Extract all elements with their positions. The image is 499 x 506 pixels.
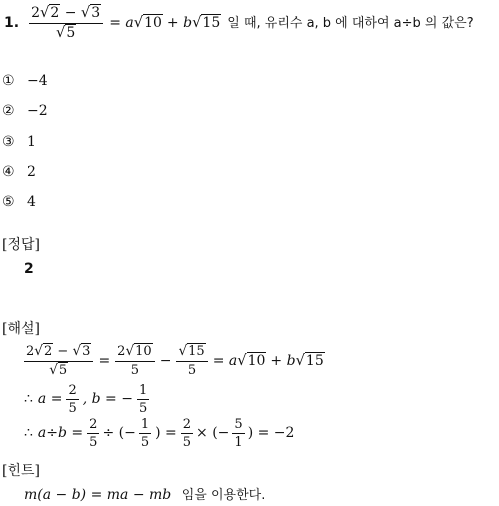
choice-1[interactable]: ① −4 <box>2 73 48 89</box>
hint-label: [힌트] <box>2 463 40 479</box>
exp2-frac-b: $\frac{1}{5}$ <box>138 382 148 416</box>
lhs-sqrt-b: √3 <box>80 3 101 21</box>
choice-5[interactable]: ⑤ 4 <box>2 194 36 210</box>
choice-2[interactable]: ② −2 <box>2 103 48 119</box>
plus-b: + b <box>166 15 193 31</box>
answer-label: [정답] <box>2 237 40 253</box>
exp1-frac-2: $\frac{2√10}{5}$ <box>115 345 155 377</box>
exp3-frac-4: $\frac{5}{1}$ <box>234 416 243 450</box>
choice-4-value: 2 <box>27 164 36 180</box>
hint-tail: 임을 이용한다. <box>181 488 266 503</box>
answer-value: 2 <box>24 261 34 277</box>
choice-3-value: 1 <box>27 134 36 150</box>
exp3-eq1: ) = <box>155 425 177 441</box>
hint-line <box>24 488 265 502</box>
exp3-frac-1: $\frac{2}{5}$ <box>89 416 98 450</box>
exp3-frac-3: $\frac{2}{5}$ <box>182 416 192 450</box>
eq-a: = a <box>109 15 134 31</box>
choice-2-value: −2 <box>27 103 48 119</box>
exp3-times: × (− <box>196 425 230 441</box>
hint-formula: m(a − b) = ma − mb <box>24 487 172 503</box>
question-number: 1. <box>4 15 20 31</box>
question-line <box>4 2 474 44</box>
rhs-sqrt-2: √15 <box>192 13 221 31</box>
explanation-line-2 <box>24 382 149 416</box>
lhs-minus: − <box>64 4 77 21</box>
explanation-line-3 <box>24 416 294 450</box>
exp3-therefore: ∴ <box>24 425 33 441</box>
exp2-frac-a: $\frac{2}{5}$ <box>68 382 77 416</box>
choice-4[interactable]: ④ 2 <box>2 164 36 180</box>
exp2-therefore: ∴ <box>24 391 33 407</box>
lhs-num-coef: 2 <box>31 4 40 21</box>
exp3-frac-2: $\frac{1}{5}$ <box>140 416 150 450</box>
exp3-eq2: ) = −2 <box>247 425 295 441</box>
exp1-eq2: = a <box>212 353 238 369</box>
explanation-line-1 <box>24 340 325 382</box>
exp1-minus: − <box>159 353 172 369</box>
choice-5-value: 4 <box>27 194 36 210</box>
choice-3[interactable]: ③ 1 <box>2 134 36 150</box>
question-tail: 일 때, 유리수 a, b 에 대하여 a÷b 의 값은? <box>227 15 474 31</box>
exp1-plus-b: + b <box>270 353 296 369</box>
lhs-sqrt-a: √2 <box>39 3 60 21</box>
exp2-a-eq: a = <box>37 391 63 407</box>
explanation-label: [해설] <box>2 321 40 337</box>
exp1-sqrt-1: √10 <box>237 351 266 369</box>
rhs-sqrt-1: √10 <box>133 13 162 31</box>
exp2-b-eq: , b = − <box>82 391 133 407</box>
exp1-frac-1: $\frac{2√2 - √3}{√5}$ <box>24 345 93 377</box>
question-lhs-fraction <box>29 3 103 41</box>
exp1-eq1: = <box>98 353 111 369</box>
lhs-den-sqrt: √5 <box>55 23 76 41</box>
exp3-div: ÷ (− <box>102 425 136 441</box>
exp3-a-div-b: a÷b = <box>37 425 84 441</box>
exp1-frac-3: $\frac{√15}{5}$ <box>176 345 207 377</box>
choice-1-value: −4 <box>27 73 48 89</box>
exp1-sqrt-2: √15 <box>295 351 324 369</box>
